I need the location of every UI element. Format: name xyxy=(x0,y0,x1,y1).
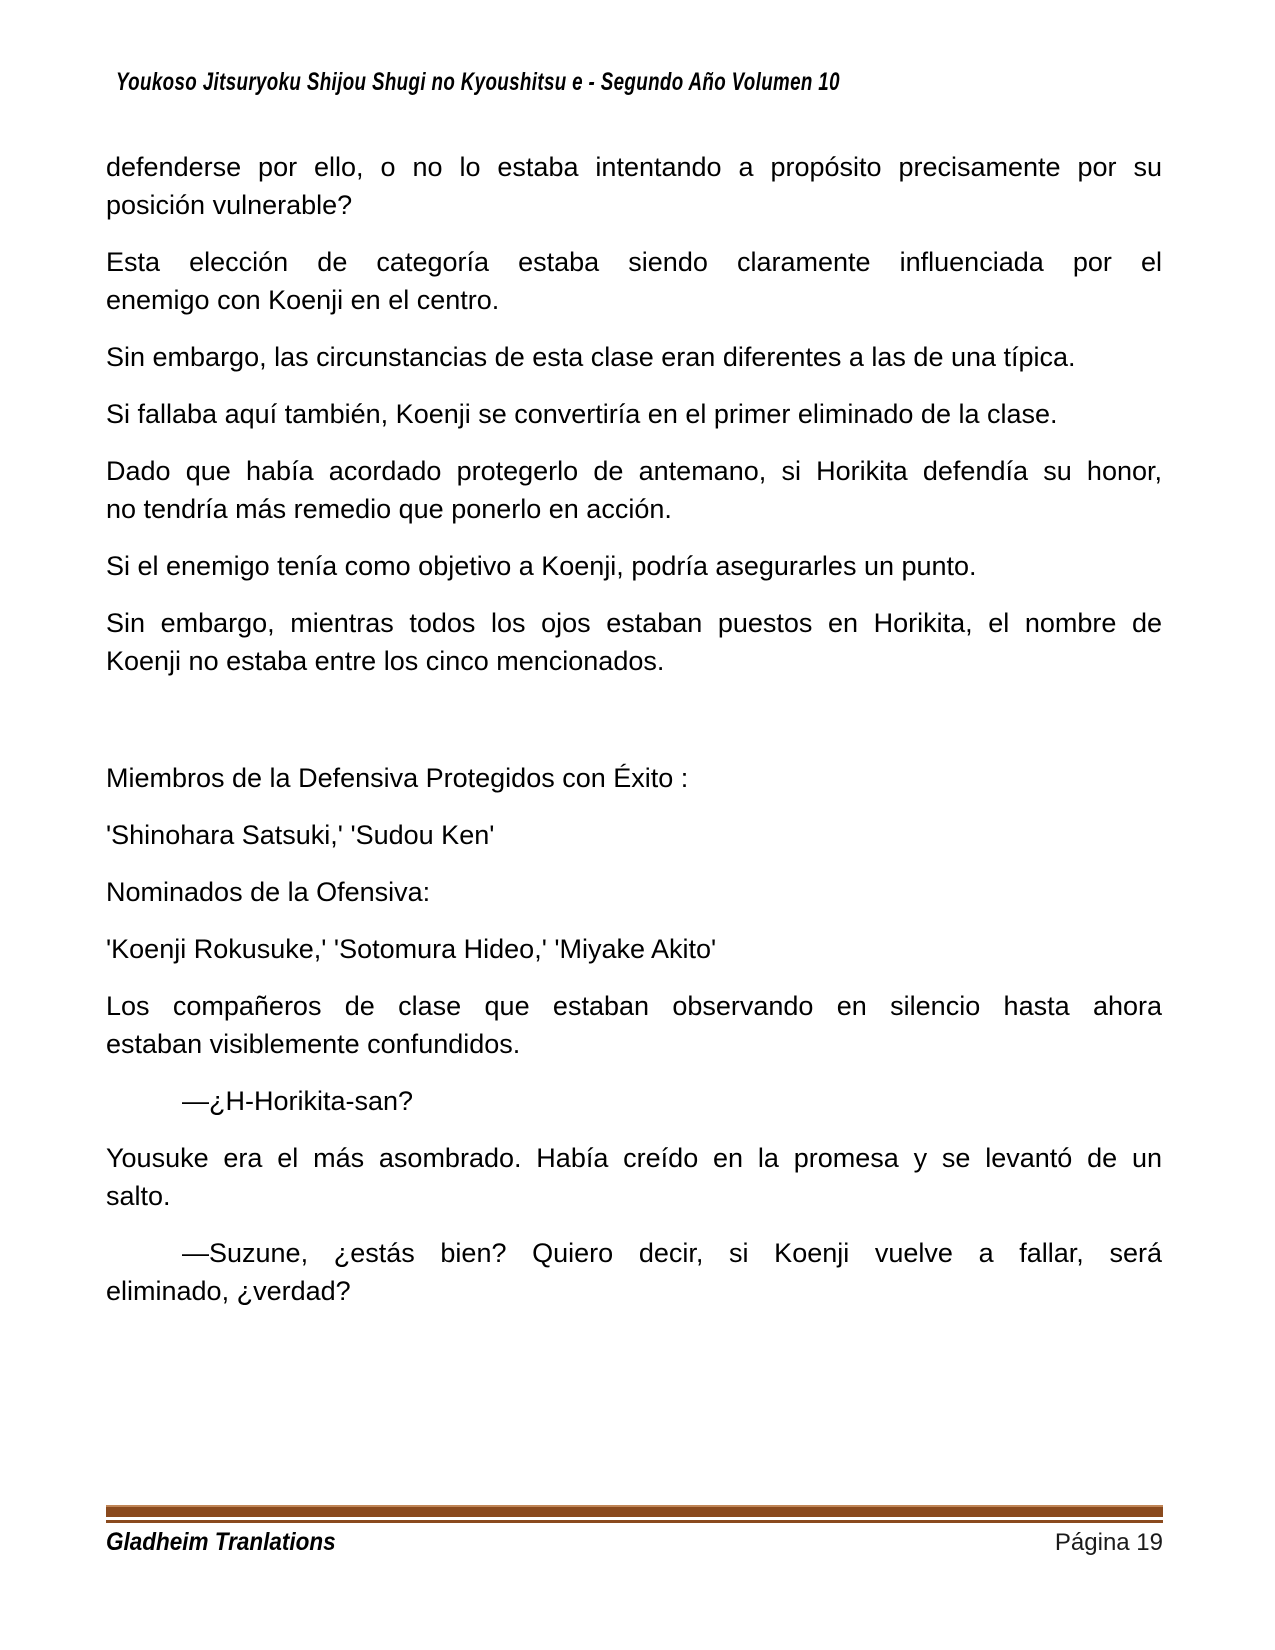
text-line: salto. xyxy=(106,1181,171,1211)
text-line: Esta elección de categoría estaba siendo claramente influenciada por el xyxy=(106,247,1162,277)
text-line: 'Koenji Rokusuke,' 'Sotomura Hideo,' 'Miyake Akito' xyxy=(106,934,717,964)
body-text xyxy=(106,148,1162,1329)
footer-rule xyxy=(106,1505,1163,1523)
text-line: Sin embargo, las circunstancias de esta clase eran diferentes a las de una típica. xyxy=(106,342,1076,372)
paragraph xyxy=(106,395,1162,433)
paragraph xyxy=(106,604,1162,680)
text-line: —¿H-Horikita-san? xyxy=(182,1086,414,1116)
text-line: estaban visiblemente confundidos. xyxy=(106,1029,521,1059)
paragraph xyxy=(106,148,1162,224)
text-line: posición vulnerable? xyxy=(106,190,353,220)
paragraph xyxy=(106,1139,1162,1215)
footer-row xyxy=(106,1528,1163,1557)
text-line: —Suzune, ¿estás bien? Quiero decir, si Koenji vuelve a fallar, será xyxy=(182,1238,1162,1268)
text-line: Si el enemigo tenía como objetivo a Koenji, podría asegurarles un punto. xyxy=(106,551,977,581)
text-line: Sin embargo, mientras todos los ojos estaban puestos en Horikita, el nombre de xyxy=(106,608,1162,638)
paragraph xyxy=(106,547,1162,585)
text-line: eliminado, ¿verdad? xyxy=(106,1276,351,1306)
text-line: Dado que había acordado protegerlo de antemano, si Horikita defendía su honor, xyxy=(106,456,1162,486)
paragraph xyxy=(106,338,1162,376)
footer-rule-thin-line xyxy=(106,1520,1163,1523)
dialogue-paragraph xyxy=(106,1234,1162,1310)
dialogue-paragraph xyxy=(106,1082,1162,1120)
paragraph xyxy=(106,243,1162,319)
text-line: 'Shinohara Satsuki,' 'Sudou Ken' xyxy=(106,820,495,850)
paragraph xyxy=(106,930,1162,968)
text-line: Si fallaba aquí también, Koenji se convertiría en el primer eliminado de la clase. xyxy=(106,399,1058,429)
text-line: Koenji no estaba entre los cinco mencionados. xyxy=(106,646,665,676)
text-line: Nominados de la Ofensiva: xyxy=(106,877,431,907)
section-heading-defensive xyxy=(106,759,1162,797)
footer-brand: Gladheim Tranlations xyxy=(106,1528,336,1556)
footer-rule-thick-line xyxy=(106,1505,1163,1517)
text-line: enemigo con Koenji en el centro. xyxy=(106,285,500,315)
paragraph xyxy=(106,987,1162,1063)
paragraph xyxy=(106,816,1162,854)
page-header-title: Youkoso Jitsuryoku Shijou Shugi no Kyoushitsu e - Segundo Año Volumen 10 xyxy=(116,68,840,96)
text-line: defenderse por ello, o no lo estaba intentando a propósito precisamente por su xyxy=(106,152,1162,182)
text-line: Los compañeros de clase que estaban observando en silencio hasta ahora xyxy=(106,991,1162,1021)
text-line: Miembros de la Defensiva Protegidos con Éxito : xyxy=(106,763,689,793)
text-line: Yousuke era el más asombrado. Había creído en la promesa y se levantó de un xyxy=(106,1143,1162,1173)
page-footer xyxy=(106,1505,1163,1557)
paragraph xyxy=(106,452,1162,528)
page-number: Página 19 xyxy=(1054,1529,1163,1556)
text-line: no tendría más remedio que ponerlo en acción. xyxy=(106,494,672,524)
section-heading-offensive xyxy=(106,873,1162,911)
